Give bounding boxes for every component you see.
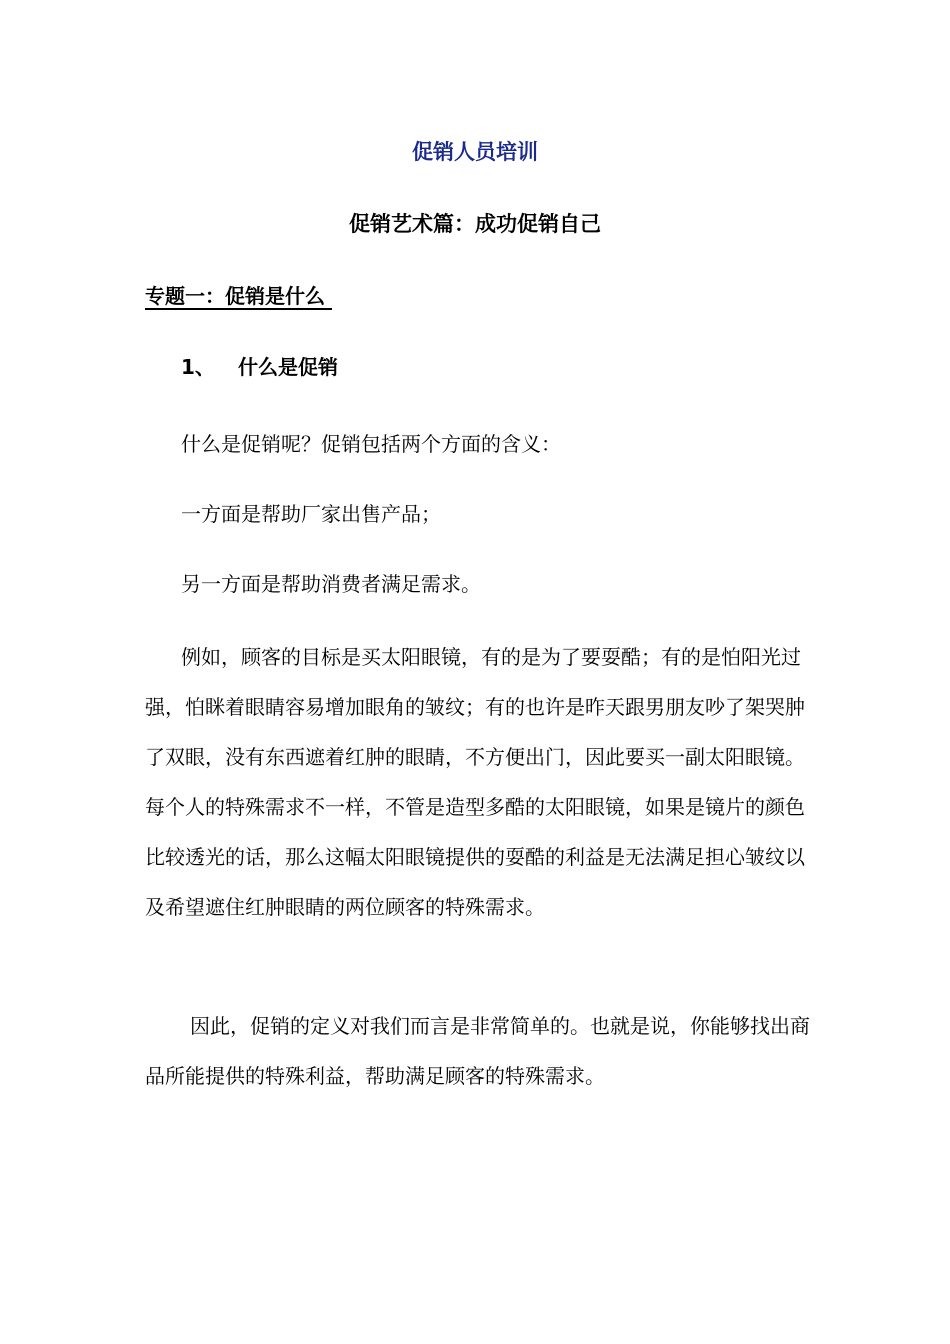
section-heading: 专题一：促销是什么 [145,284,332,308]
paragraph-aspect-one: 一方面是帮助厂家出售产品； [181,502,441,526]
item-number: 1、 [181,355,215,379]
paragraph-example: 例如，顾客的目标是买太阳眼镜，有的是为了要耍酷；有的是怕阳光过强，怕眯着眼睛容易增加眼角的皱纹；有的也许是昨天跟男朋友吵了架哭肿了双眼，没有东西遮着红肿的眼睛，不方便出门，因此要买一副太阳眼镜。每个人的特殊需求不一样，不管是造型多酷的太阳眼镜，如果是镜片的颜色比较透光的话，那么这幅太阳眼镜提供的耍酷的利益是无法满足担心皱纹以及希望遮住红肿眼睛的两位顾客的特殊需求。 [145,645,805,919]
document-subtitle: 促销艺术篇：成功促销自己 [349,212,601,236]
item-label: 什么是促销 [238,355,338,379]
paragraph-aspect-two: 另一方面是帮助消费者满足需求。 [181,572,481,596]
paragraph-definition: 什么是促销呢？促销包括两个方面的含义： [181,432,561,456]
item-heading [181,352,338,382]
document-title: 促销人员培训 [412,140,538,164]
paragraph-conclusion: 因此，促销的定义对我们而言是非常简单的。也就是说，你能够找出商品所能提供的特殊利益，帮助满足顾客的特殊需求。 [145,1014,810,1088]
